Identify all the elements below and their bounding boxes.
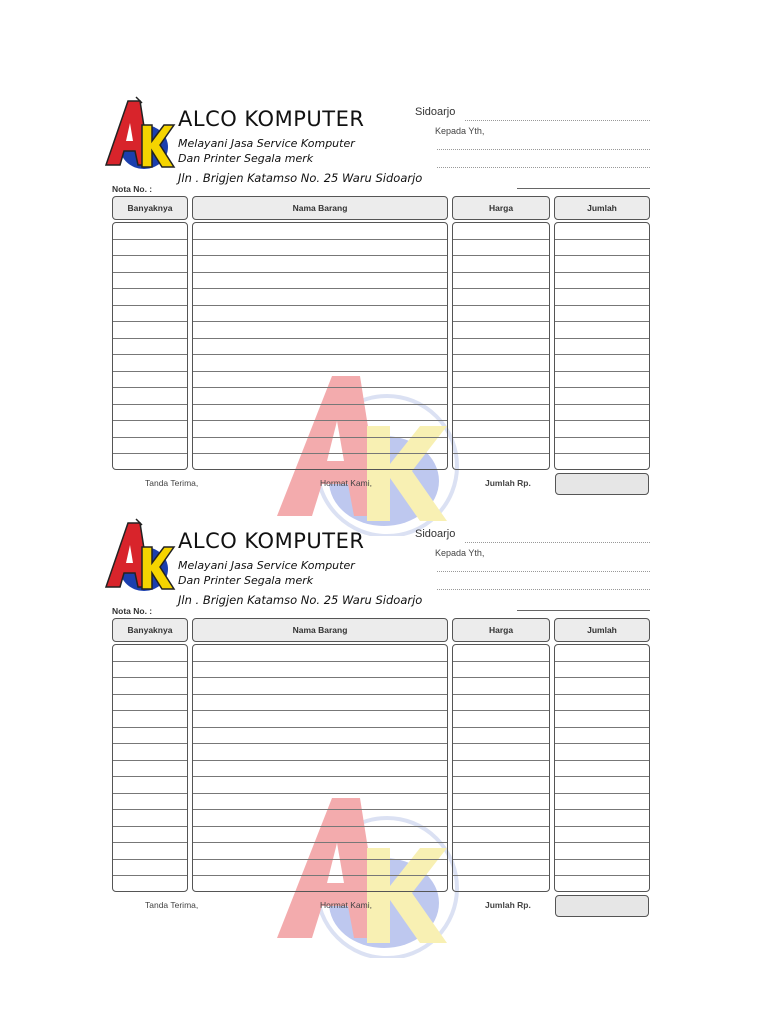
tagline-printer: Dan Printer Segala merk <box>178 152 314 165</box>
ak-logo-icon <box>100 95 178 177</box>
header-amount: Jumlah <box>554 196 650 220</box>
tagline-service: Melayani Jasa Service Komputer <box>178 559 355 572</box>
recipient-label: Kepada Yth, <box>435 548 485 558</box>
ak-logo-icon <box>100 517 178 599</box>
tagline-printer: Dan Printer Segala merk <box>178 574 314 587</box>
header-item-name: Nama Barang <box>192 618 448 642</box>
total-label: Jumlah Rp. <box>485 478 531 488</box>
header-amount: Jumlah <box>554 618 650 642</box>
col-amount <box>554 618 650 893</box>
total-label: Jumlah Rp. <box>485 900 531 910</box>
qty-cells[interactable] <box>112 222 188 470</box>
city-label: Sidoarjo <box>415 106 456 118</box>
item-name-cells[interactable] <box>192 222 448 470</box>
item-name-cells[interactable] <box>192 644 448 892</box>
date-line[interactable] <box>465 542 650 543</box>
total-amount-field[interactable] <box>555 895 649 917</box>
col-qty <box>112 618 188 893</box>
sender-label: Hormat Kami, <box>320 900 372 910</box>
price-cells[interactable] <box>452 644 550 892</box>
col-qty <box>112 196 188 471</box>
recipient-line-2[interactable] <box>437 167 650 168</box>
header-qty: Banyaknya <box>112 196 188 220</box>
recipient-line-1[interactable] <box>437 571 650 572</box>
receipt-form-1 <box>100 95 660 500</box>
address: Jln . Brigjen Katamso No. 25 Waru Sidoarjo <box>178 593 423 607</box>
col-item-name <box>192 196 448 471</box>
amount-cells[interactable] <box>554 222 650 470</box>
items-table <box>112 196 650 471</box>
col-amount <box>554 196 650 471</box>
recipient-line-3[interactable] <box>517 610 650 611</box>
header-item-name: Nama Barang <box>192 196 448 220</box>
recipient-line-1[interactable] <box>437 149 650 150</box>
price-cells[interactable] <box>452 222 550 470</box>
header-price: Harga <box>452 618 550 642</box>
recipient-line-2[interactable] <box>437 589 650 590</box>
col-price <box>452 196 550 471</box>
address: Jln . Brigjen Katamso No. 25 Waru Sidoarjo <box>178 171 423 185</box>
header-qty: Banyaknya <box>112 618 188 642</box>
items-table <box>112 618 650 893</box>
amount-cells[interactable] <box>554 644 650 892</box>
recipient-label: Kepada Yth, <box>435 126 485 136</box>
nota-number-label: Nota No. : <box>112 606 153 616</box>
nota-number-label: Nota No. : <box>112 184 153 194</box>
city-label: Sidoarjo <box>415 528 456 540</box>
recipient-line-3[interactable] <box>517 188 650 189</box>
tagline-service: Melayani Jasa Service Komputer <box>178 137 355 150</box>
qty-cells[interactable] <box>112 644 188 892</box>
total-amount-field[interactable] <box>555 473 649 495</box>
date-line[interactable] <box>465 120 650 121</box>
sender-label: Hormat Kami, <box>320 478 372 488</box>
col-price <box>452 618 550 893</box>
header-price: Harga <box>452 196 550 220</box>
brand-title: ALCO KOMPUTER <box>178 107 365 131</box>
receiver-label: Tanda Terima, <box>145 900 199 910</box>
brand-title: ALCO KOMPUTER <box>178 529 365 553</box>
col-item-name <box>192 618 448 893</box>
receipt-form-2 <box>100 517 660 922</box>
receiver-label: Tanda Terima, <box>145 478 199 488</box>
